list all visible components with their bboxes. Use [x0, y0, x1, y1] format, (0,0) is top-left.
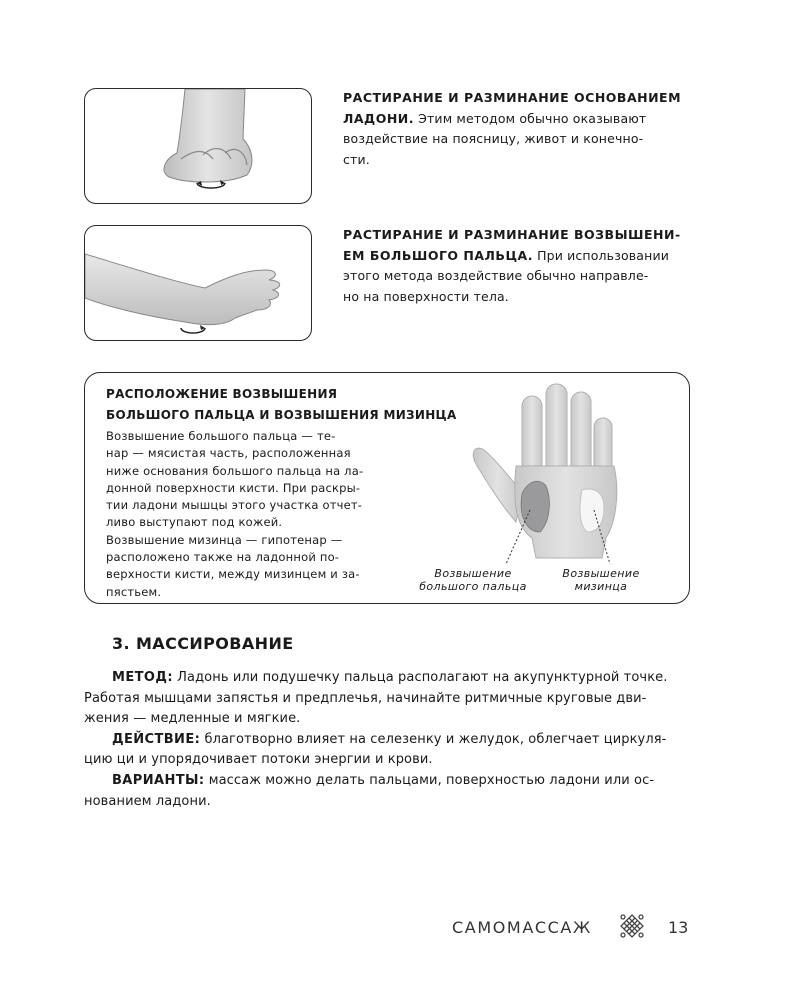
section-body: МЕТОД: Ладонь или подушечку пальца располагают на акупунктурной точке. Работая мышцами запястья и предплечья, начинайте ритмичные круговые дви- жения — медленные и мягкие. ДЕЙСТВИЕ: благотворно влияет на селезенку и желудок, облегчает циркуля- цию ци и упорядочивает потоки энергии и крови. ВАРИАНТЫ: массаж можно делать пальцами, поверхностью ладони или ос- нованием ладони. — [84, 670, 668, 809]
action-label: ДЕЙСТВИЕ: — [112, 731, 201, 747]
technique-1-text: РАСТИРАНИЕ И РАЗМИНАНИЕ ОСНОВАНИЕМ ЛАДОНИ. Этим методом обычно оказывают воздействие на поясницу, живот и конечно- сти. — [343, 90, 682, 167]
section-title: 3. МАССИРОВАНИЕ — [112, 634, 294, 653]
technique-2-text: РАСТИРАНИЕ И РАЗМИНАНИЕ ВОЗВЫШЕНИ- ЕМ БОЛЬШОГО ПАЛЬЦА. При использовании этого метода воздействие обычно направле- но на поверхности тела. — [343, 227, 681, 304]
palm-diagram — [470, 382, 650, 568]
variants-label: ВАРИАНТЫ: — [112, 772, 205, 788]
technique-2-title: РАСТИРАНИЕ И РАЗМИНАНИЕ ВОЗВЫШЕНИ- — [343, 227, 681, 242]
info-box-title: РАСПОЛОЖЕНИЕ ВОЗВЫШЕНИЯ БОЛЬШОГО ПАЛЬЦА И ВОЗВЫШЕНИЯ МИЗИНЦА — [106, 387, 457, 422]
info-box-body: Возвышение большого пальца — те- нар — мясистая часть, расположенная ниже основания большого пальца на ла- донной поверхности кисти. При раскры- тии ладони мышцы этого участка отчет- ливо выступают под кожей. Возвышение мизинца — гипотенар — расположено также на ладонной по- верхности кисти, между мизинцем и за- пястьем. — [106, 429, 364, 599]
illustration-palm-base — [84, 88, 312, 204]
running-footer-title: САМОМАССАЖ — [452, 918, 592, 937]
method-label: МЕТОД: — [112, 670, 173, 685]
endless-knot-icon — [620, 914, 644, 938]
caption-thenar: Возвышение большого пальца — [419, 567, 527, 593]
page-number: 13 — [668, 918, 689, 937]
technique-1-title: РАСТИРАНИЕ И РАЗМИНАНИЕ ОСНОВАНИЕМ — [343, 90, 682, 105]
illustration-thenar-rub — [84, 225, 312, 341]
caption-hypothenar: Возвышение мизинца — [562, 567, 640, 593]
